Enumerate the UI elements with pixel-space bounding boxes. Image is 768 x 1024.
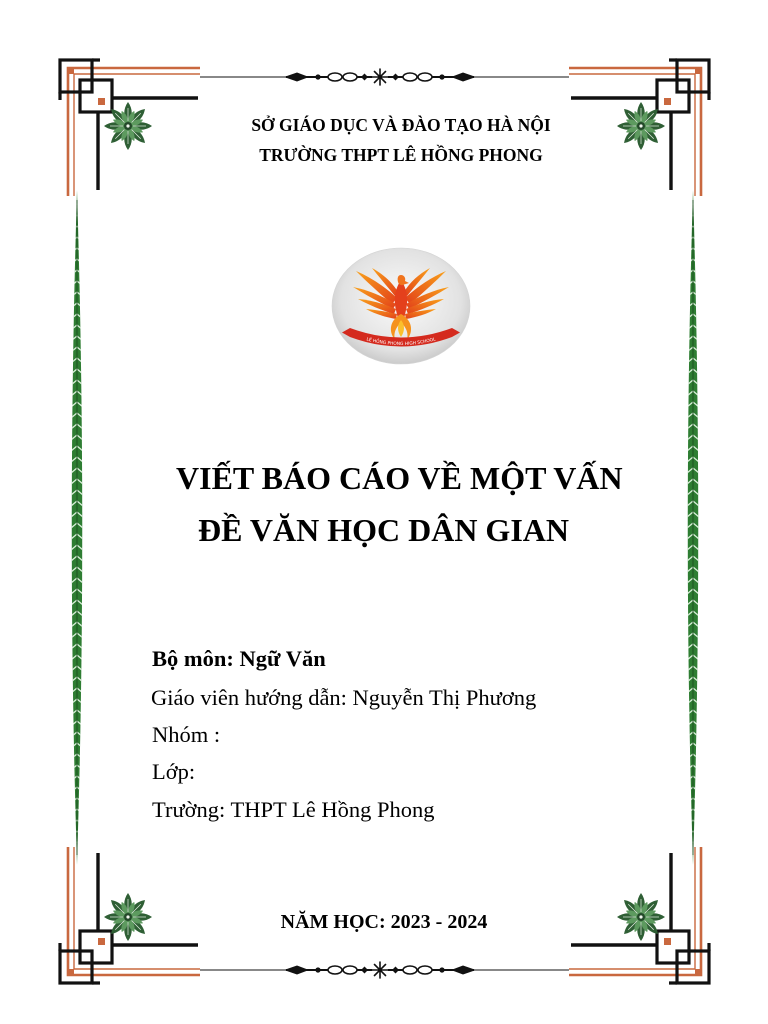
- group-line: Nhóm :: [152, 722, 221, 747]
- left-vine-border: [72, 190, 83, 865]
- school-line: Trường: THPT Lê Hồng Phong: [152, 797, 435, 822]
- report-title-line-2: ĐỀ VĂN HỌC DÂN GIAN: [198, 512, 569, 548]
- corner-ornament-bottom-left: [60, 847, 200, 983]
- corner-ornament-top-left: [60, 60, 200, 196]
- school-year: NĂM HỌC: 2023 - 2024: [280, 911, 488, 933]
- subject-line: Bộ môn: Ngữ Văn: [152, 646, 326, 671]
- corner-ornament-bottom-right: [569, 847, 709, 983]
- bottom-ornamental-rule: [200, 962, 569, 978]
- school-logo: [332, 248, 470, 364]
- top-ornamental-rule: [200, 69, 569, 85]
- logo-ribbon-text-path: LÊ HỒNG PHONG HIGH SCHOOL: [365, 337, 437, 348]
- teacher-line: Giáo viên hướng dẫn: Nguyễn Thị Phương: [151, 685, 537, 710]
- report-title-line-1: VIẾT BÁO CÁO VỀ MỘT VẤN: [176, 460, 623, 496]
- department-heading: SỞ GIÁO DỤC VÀ ĐÀO TẠO HÀ NỘI: [251, 115, 551, 135]
- right-vine-border: [688, 190, 699, 865]
- school-heading: TRƯỜNG THPT LÊ HỒNG PHONG: [259, 145, 543, 165]
- class-line: Lớp:: [152, 759, 196, 784]
